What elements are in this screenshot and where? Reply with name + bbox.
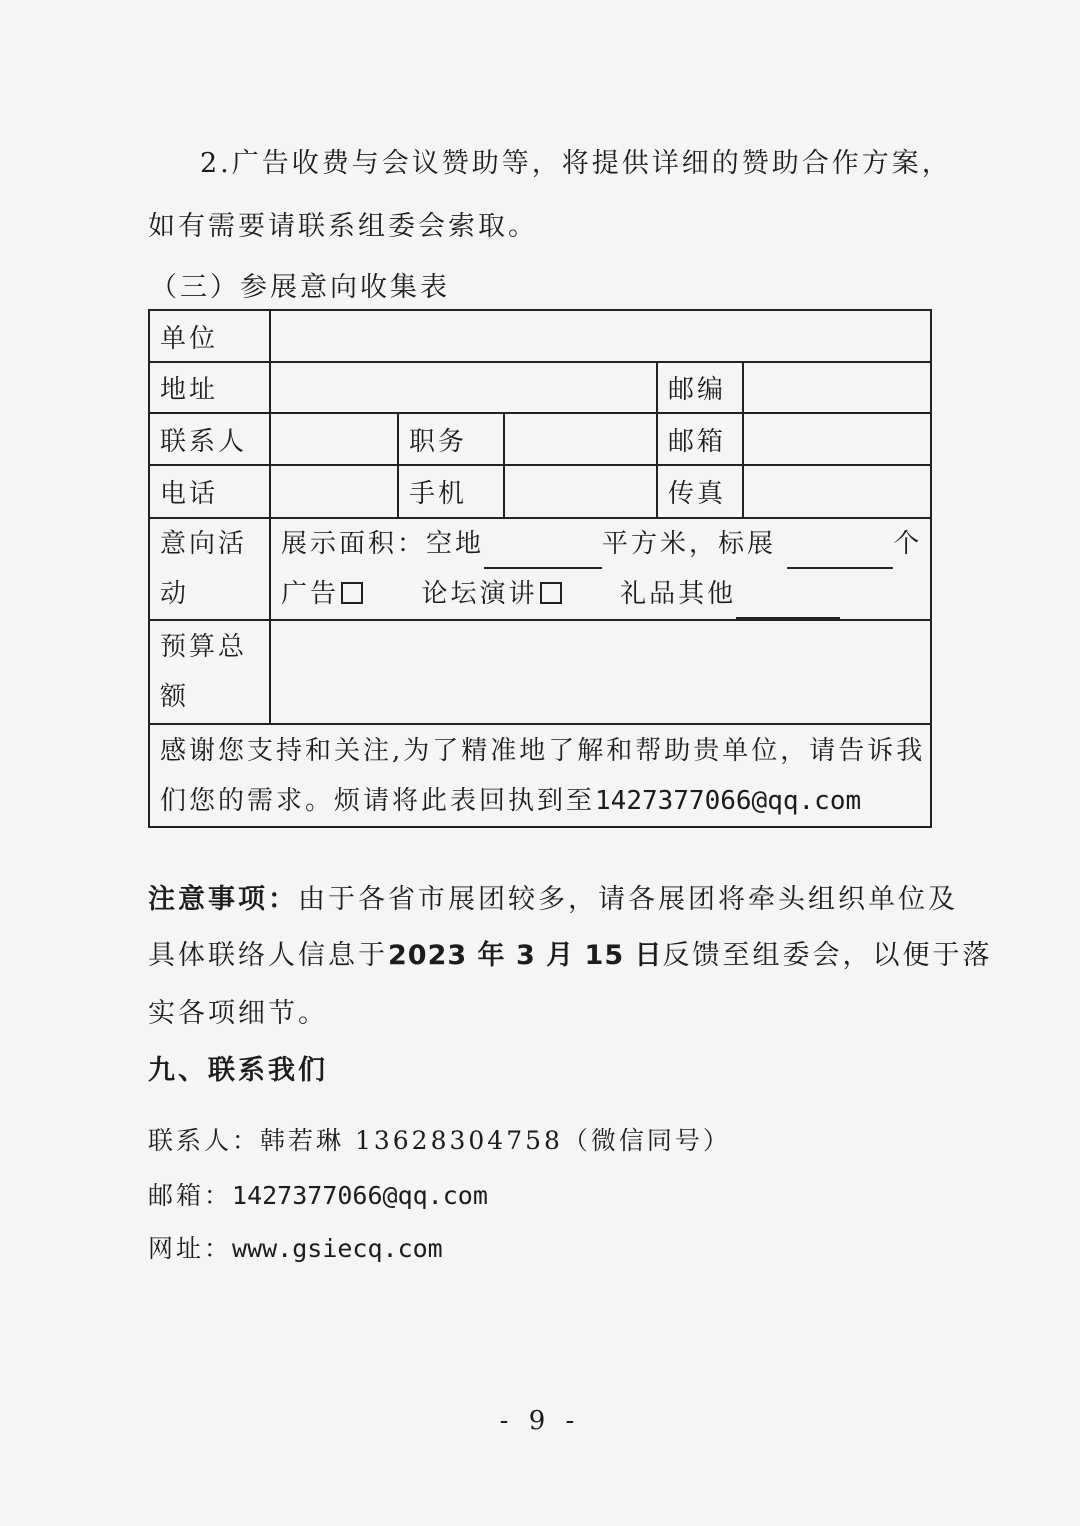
phone-field[interactable]: [270, 465, 398, 518]
mobile-label: 手机: [398, 465, 504, 518]
budget-label-line2: 额: [160, 682, 190, 712]
thanks-note-email: 1427377066@qq.com: [595, 785, 862, 816]
display-area-row: [281, 519, 930, 569]
unit-field[interactable]: [270, 310, 931, 362]
fax-label: 传真: [657, 465, 743, 518]
unit-count-label: 个: [893, 529, 923, 559]
email-label: 邮箱: [657, 413, 743, 465]
sponsor-paragraph-line2: 如有需要请联系组委会索取。: [148, 211, 538, 242]
standard-booth-blank[interactable]: [787, 541, 893, 569]
notice-line1-text: 由于各省市展团较多，请各展团将牵头组织单位及: [298, 884, 958, 915]
display-area-label: 展示面积：空地: [281, 529, 485, 559]
contact-person-field[interactable]: [270, 413, 398, 465]
contact-website-value[interactable]: www.gsiecq.com: [232, 1234, 443, 1263]
budget-label: [149, 620, 270, 724]
exhibition-intent-form: [148, 309, 932, 828]
notice-line3: 实各项细节。: [148, 998, 328, 1029]
fax-field[interactable]: [743, 465, 931, 518]
email-field[interactable]: [743, 413, 931, 465]
postcode-field[interactable]: [743, 362, 931, 413]
postcode-label: 邮编: [657, 362, 743, 413]
ad-checkbox[interactable]: [341, 582, 363, 604]
position-label: 职务: [398, 413, 504, 465]
mobile-field[interactable]: [504, 465, 657, 518]
contact-email-label: 邮箱：: [148, 1181, 233, 1210]
budget-field[interactable]: [270, 620, 931, 724]
contact-email-value[interactable]: 1427377066@qq.com: [232, 1181, 488, 1210]
contact-person-label-text: 联系人：: [148, 1126, 261, 1155]
gift-other-label: 礼品其他: [620, 579, 737, 609]
budget-label-line1: 预算总: [160, 632, 248, 662]
forum-checkbox[interactable]: [540, 582, 562, 604]
ad-label: 广告: [281, 579, 340, 609]
address-label: 地址: [149, 362, 270, 413]
form-title: （三）参展意向收集表: [150, 272, 450, 303]
contact-person-line: [148, 1124, 928, 1158]
intent-activity-label-line1: 意向活: [160, 529, 248, 559]
thanks-note-cell: [149, 724, 931, 827]
intent-activity-cell: [270, 518, 931, 620]
gift-other-blank[interactable]: [736, 591, 840, 619]
notice-line2-post: 反馈至组委会，以便于落: [662, 940, 993, 971]
contact-email-line: [148, 1179, 928, 1213]
open-space-blank[interactable]: [484, 541, 602, 569]
notice-line2-pre: 具体联络人信息于: [148, 940, 388, 971]
intent-activity-label-line2: 动: [160, 579, 190, 609]
thanks-note-text: 们您的需求。烦请将此表回执到至: [160, 785, 596, 816]
phone-label: 电话: [149, 465, 270, 518]
contact-person-label: 联系人: [149, 413, 270, 465]
intent-activity-label: [149, 518, 270, 620]
contact-person-value: 韩若琳 13628304758（微信同号）: [260, 1126, 731, 1155]
forum-label: 论坛演讲: [421, 579, 538, 609]
notice-line1: [148, 883, 958, 917]
contact-website-label: 网址：: [148, 1234, 233, 1263]
contact-website-line: [148, 1232, 928, 1266]
page-number: - 9 -: [499, 1406, 581, 1436]
thanks-note-line2: [160, 776, 930, 826]
notice-label: 注意事项：: [148, 884, 298, 915]
position-field[interactable]: [504, 413, 657, 465]
sqm-label: 平方米，标展: [602, 529, 777, 559]
thanks-note-line1: 感谢您支持和关注,为了精准地了解和帮助贵单位，请告诉我: [160, 735, 926, 766]
unit-label: 单位: [149, 310, 270, 362]
notice-line2: [148, 939, 993, 973]
notice-date: 2023 年 3 月 15 日: [388, 940, 663, 971]
sponsor-paragraph-line1: 2.广告收费与会议赞助等，将提供详细的赞助合作方案，: [200, 148, 952, 179]
address-field[interactable]: [270, 362, 657, 413]
contact-heading: 九、联系我们: [148, 1055, 328, 1086]
activity-options-row: [281, 569, 930, 619]
